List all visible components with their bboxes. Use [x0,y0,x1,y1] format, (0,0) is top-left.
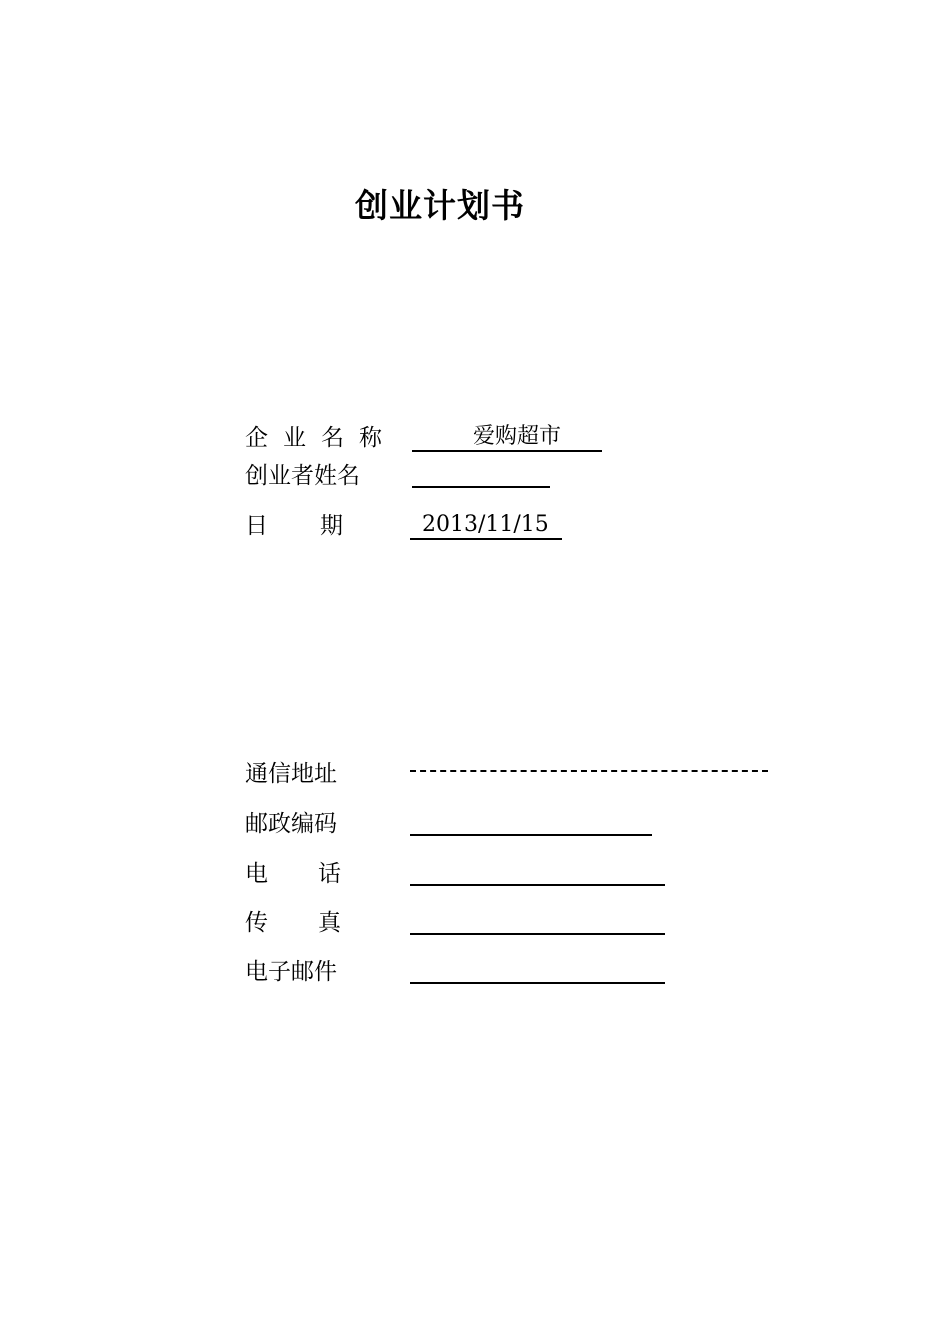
postal-code-field[interactable] [410,810,652,836]
document-title: 创业计划书 [355,186,525,225]
founder-name-label: 创业者姓名 [245,463,360,489]
fax-label: 传真 [245,910,391,936]
address-field[interactable] [410,770,768,772]
phone-label: 电话 [245,861,391,887]
email-label: 电子邮件 [245,959,337,985]
fax-field[interactable] [410,909,665,935]
company-name-field[interactable] [412,424,602,452]
date-label: 日期 [245,513,395,539]
company-name-value: 爱购超市 [472,424,561,449]
postal-code-label: 邮政编码 [245,811,337,837]
address-label: 通信地址 [245,761,337,787]
date-field[interactable] [410,512,562,540]
company-name-label: 企业名称 [245,425,397,451]
email-field[interactable] [410,958,665,984]
date-value: 2013/11/15 [422,512,549,537]
phone-field[interactable] [410,860,665,886]
founder-name-field[interactable] [412,462,550,488]
